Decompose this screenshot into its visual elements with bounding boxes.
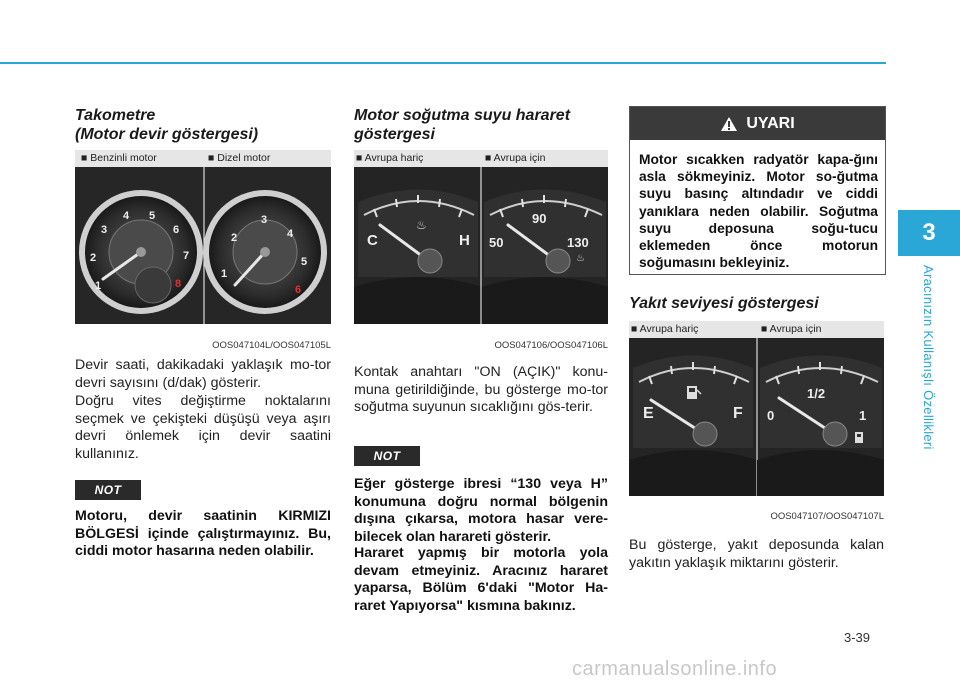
tachometer-note-text: Motoru, devir saatinin KIRMIZI BÖLGESİ içinde çalıştırmayınız. Bu, ciddi motor hasarına neden olabilir. <box>75 508 331 559</box>
tachometer-para1: Devir saati, dakikadaki yaklaşık mo-tor devri sayısını (d/dak) gösterir. <box>75 357 331 391</box>
tachometer-label-left: ■ Benzinli motor <box>81 152 157 164</box>
tach-left-num-1: 1 <box>95 280 102 292</box>
coolant-right-mark-130: 130 <box>567 235 589 250</box>
tachometer-para2: Doğru vites değiştirme noktalarını seçmek ve çekişteki düşüşü veya aşırı devri önlemek için devir saatini kullanınız. <box>75 393 331 462</box>
coolant-note-badge: NOT <box>354 446 420 466</box>
tachometer-gauges-illustration <box>75 167 331 324</box>
tach-left-num-8: 8 <box>175 278 182 290</box>
tach-left-num-6: 6 <box>173 224 180 236</box>
fuel-right-mark-0: 0 <box>767 408 775 423</box>
coolant-para1: Kontak anahtarı "ON (AÇIK)" konu-muna getirildiğinde, bu gösterge mo-tor soğutma suyunun sıcaklığını gös-terir. <box>354 364 608 415</box>
tach-right-num-2: 2 <box>231 232 238 244</box>
tach-right-num-1: 1 <box>221 268 228 280</box>
coolant-right-mark-50: 50 <box>489 235 504 250</box>
fuel-figure <box>629 321 884 496</box>
fuel-label-left: ■ Avrupa hariç <box>631 323 699 335</box>
tachometer-label-right: ■ Dizel motor <box>208 152 271 164</box>
tachometer-caption: OOS047104L/OOS047105L <box>212 340 331 351</box>
coolant-heading-line2: göstergesi <box>354 126 435 143</box>
chapter-number-tab: 3 <box>898 210 960 256</box>
coolant-right-temp-icon: ♨ <box>576 253 585 264</box>
warning-triangle-icon <box>720 116 738 132</box>
watermark: carmanualsonline.info <box>572 658 778 680</box>
tachometer-heading-line2: (Motor devir göstergesi) <box>75 126 259 143</box>
coolant-label-right: ■ Avrupa için <box>485 152 546 164</box>
header-rule <box>0 62 886 64</box>
warning-text: Motor sıcakken radyatör kapa-ğını asla sökmeyiniz. Motor so-ğutma suyu basınç altındadır ve ciddi yanıklara neden olabilir. Soğutma suyu deposuna soğu-tucu eklemeden önce motorun soğumasını bekleyiniz. <box>639 152 878 271</box>
tachometer-figure <box>75 150 331 324</box>
coolant-caption: OOS047106/OOS047106L <box>494 340 608 351</box>
tach-left-num-2: 2 <box>90 252 97 264</box>
warning-header <box>630 107 885 140</box>
coolant-heading <box>354 106 610 144</box>
page-number: 3-39 <box>843 630 870 645</box>
tach-right-num-5: 5 <box>301 256 308 268</box>
tach-left-num-7: 7 <box>183 250 190 262</box>
fuel-right-mark-1: 1 <box>859 408 867 423</box>
coolant-figure <box>354 150 608 324</box>
fuel-left-mark-f: F <box>733 405 743 422</box>
fuel-label-right: ■ Avrupa için <box>761 323 822 335</box>
warning-box <box>629 106 886 275</box>
coolant-label-left: ■ Avrupa hariç <box>356 152 424 164</box>
coolant-left-mark-c: C <box>367 232 378 249</box>
tach-left-num-5: 5 <box>149 210 156 222</box>
fuel-heading: Yakıt seviyesi göstergesi <box>629 295 819 312</box>
tachometer-heading-line1: Takometre <box>75 107 156 124</box>
warning-title: UYARI <box>746 114 795 132</box>
fuel-left-mark-e: E <box>643 405 654 422</box>
coolant-left-temp-icon: ♨ <box>416 218 427 232</box>
coolant-gauges-illustration <box>354 167 608 324</box>
coolant-image <box>354 167 608 324</box>
tachometer-image <box>75 167 331 324</box>
coolant-right-mark-90: 90 <box>532 211 547 226</box>
tachometer-heading <box>75 106 335 144</box>
tach-right-num-4: 4 <box>287 228 294 240</box>
coolant-left-mark-h: H <box>459 232 470 249</box>
coolant-note-text1: Eğer gösterge ibresi “130 veya H” konumuna doğru normal bölgenin dışına çıkarsa, motora hasar vere-bilecek olan harareti gösterir. <box>354 476 608 545</box>
tach-left-num-4: 4 <box>123 210 130 222</box>
tach-right-num-6: 6 <box>295 284 302 296</box>
fuel-caption: OOS047107/OOS047107L <box>770 511 884 522</box>
chapter-title: Aracınızın Kullanışlı Özellikleri <box>921 265 936 450</box>
coolant-heading-line1: Motor soğutma suyu hararet <box>354 107 571 124</box>
fuel-gauges-illustration <box>629 338 884 496</box>
tach-left-num-3: 3 <box>101 224 108 236</box>
tachometer-note-badge: NOT <box>75 480 141 500</box>
coolant-note-text2: Hararet yapmış bir motorla yola devam etmeyiniz. Aracınız hararet yaparsa, Bölüm 6'daki "Motor Ha-raret Yapıyorsa" kısmına bakınız. <box>354 545 608 614</box>
fuel-para1: Bu gösterge, yakıt deposunda kalan yakıtın yaklaşık miktarını gösterir. <box>629 537 884 571</box>
fuel-image <box>629 338 884 496</box>
fuel-pump-icon-right <box>855 432 863 443</box>
tach-right-num-3: 3 <box>261 214 268 226</box>
fuel-right-mark-half: 1/2 <box>807 386 826 401</box>
